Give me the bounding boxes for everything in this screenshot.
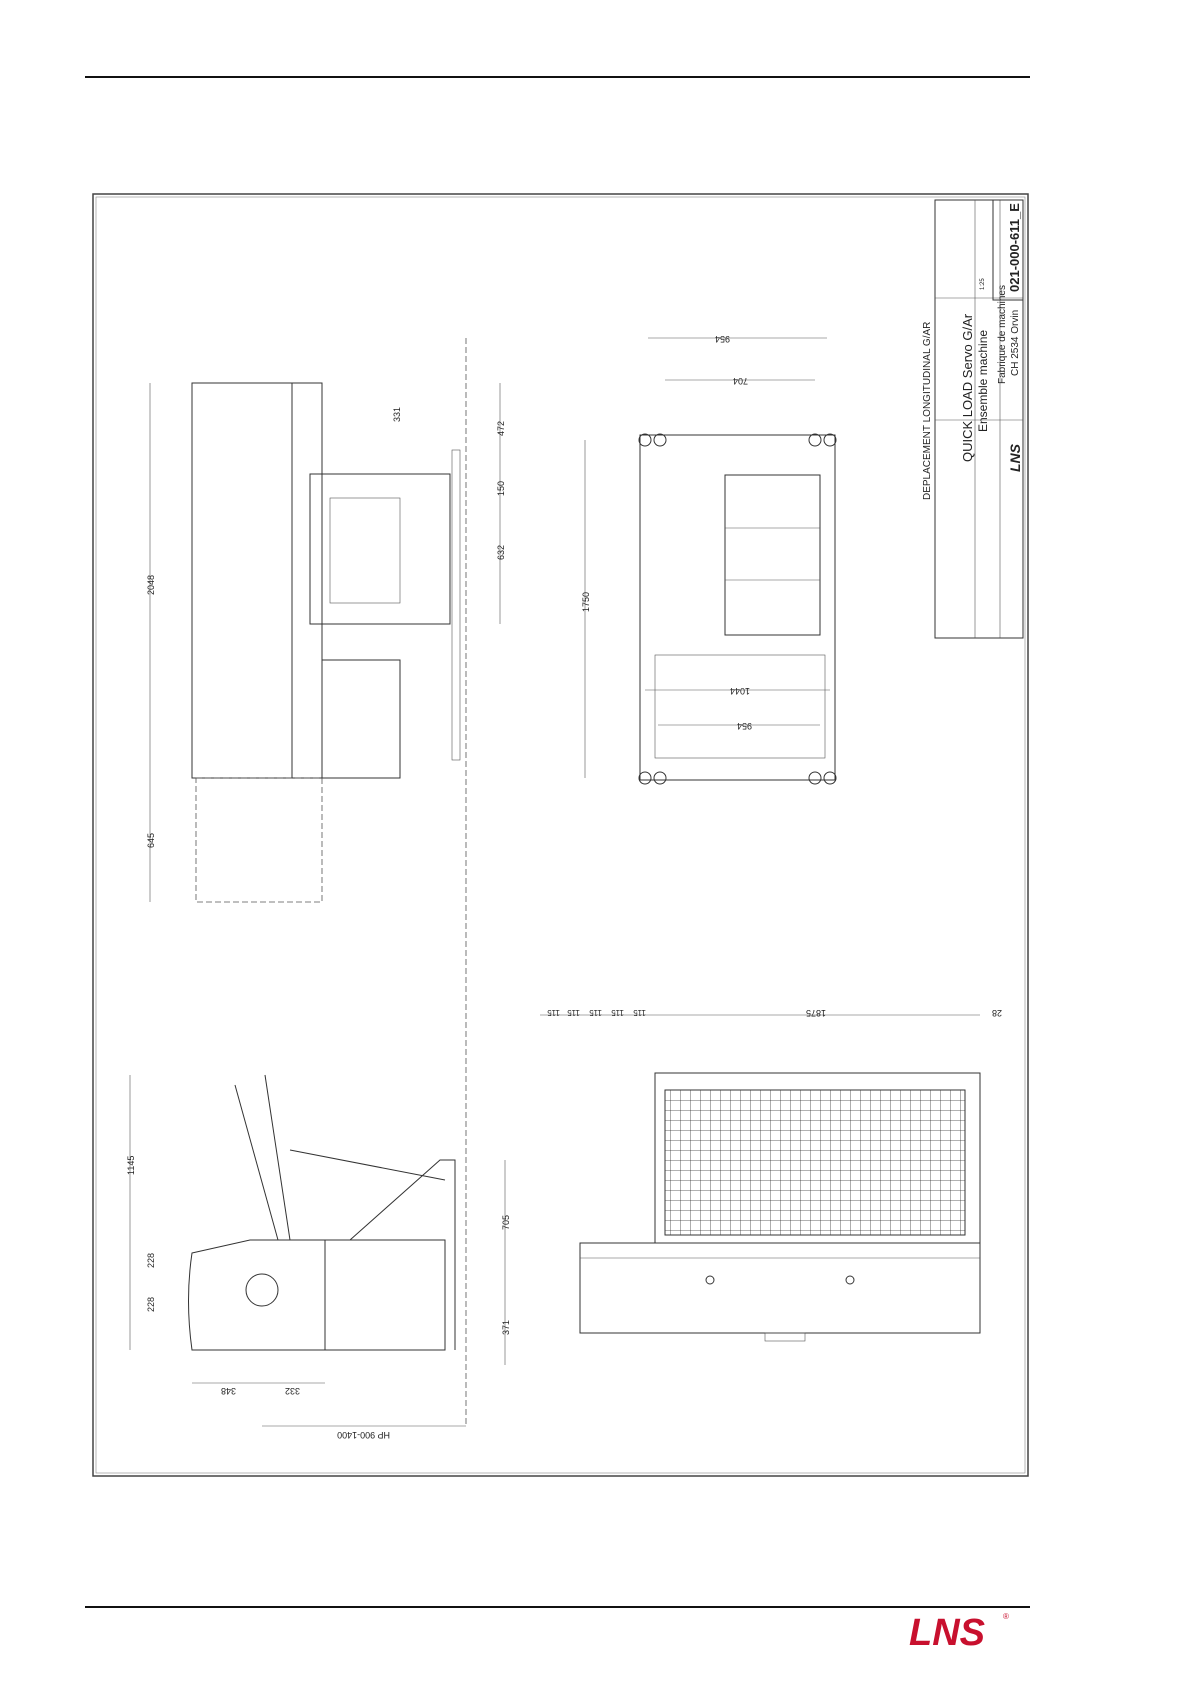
dim-28: 28 [991, 1008, 1002, 1018]
title-subtitle: Ensemble machine [976, 329, 990, 432]
dim-332: 332 [284, 1386, 300, 1396]
dim-115-3: 115 [589, 1008, 602, 1017]
dim-1145: 1145 [126, 1155, 136, 1175]
dim-954-bottom: 954 [736, 721, 752, 731]
dim-115-4: 115 [611, 1008, 624, 1017]
dim-115-5: 115 [633, 1008, 646, 1017]
title-heading: DEPLACEMENT LONGITUDINAL G/AR [922, 321, 933, 500]
dim-2048: 2048 [146, 574, 156, 595]
title-company-2: CH 2534 Orvin [1010, 309, 1021, 376]
dim-150: 150 [496, 480, 506, 496]
dim-704: 704 [732, 376, 748, 386]
dim-1750: 1750 [581, 591, 591, 612]
dim-1875: 1875 [805, 1008, 826, 1018]
dim-115-1: 115 [547, 1008, 560, 1017]
dim-705: 705 [501, 1214, 511, 1230]
dim-472: 472 [496, 420, 506, 436]
dim-348: 348 [220, 1386, 236, 1396]
sheet-border [93, 194, 1028, 1476]
dim-hp-travel: HP 900-1400 [337, 1430, 390, 1440]
svg-text:LNS: LNS [909, 1612, 985, 1654]
dim-645: 645 [146, 832, 156, 848]
title-company-1: Fabrique de machines [997, 285, 1008, 384]
dim-371: 371 [501, 1319, 511, 1335]
title-scale: 1:25 [980, 278, 986, 290]
svg-text:®: ® [1003, 1612, 1009, 1621]
svg-text:LNS: LNS [1007, 444, 1023, 472]
dim-115-2: 115 [567, 1008, 580, 1017]
lns-logo [905, 1605, 1015, 1655]
dim-632: 632 [496, 544, 506, 560]
dim-331: 331 [392, 406, 402, 422]
dim-228-b: 228 [146, 1296, 156, 1312]
dim-954-top: 954 [714, 334, 730, 344]
dim-228-a: 228 [146, 1252, 156, 1268]
dim-1044: 1044 [729, 686, 750, 696]
title-product: QUICK LOAD Servo G/Ar [960, 313, 975, 462]
drawing-number: 021-000-611_E [1007, 203, 1022, 292]
